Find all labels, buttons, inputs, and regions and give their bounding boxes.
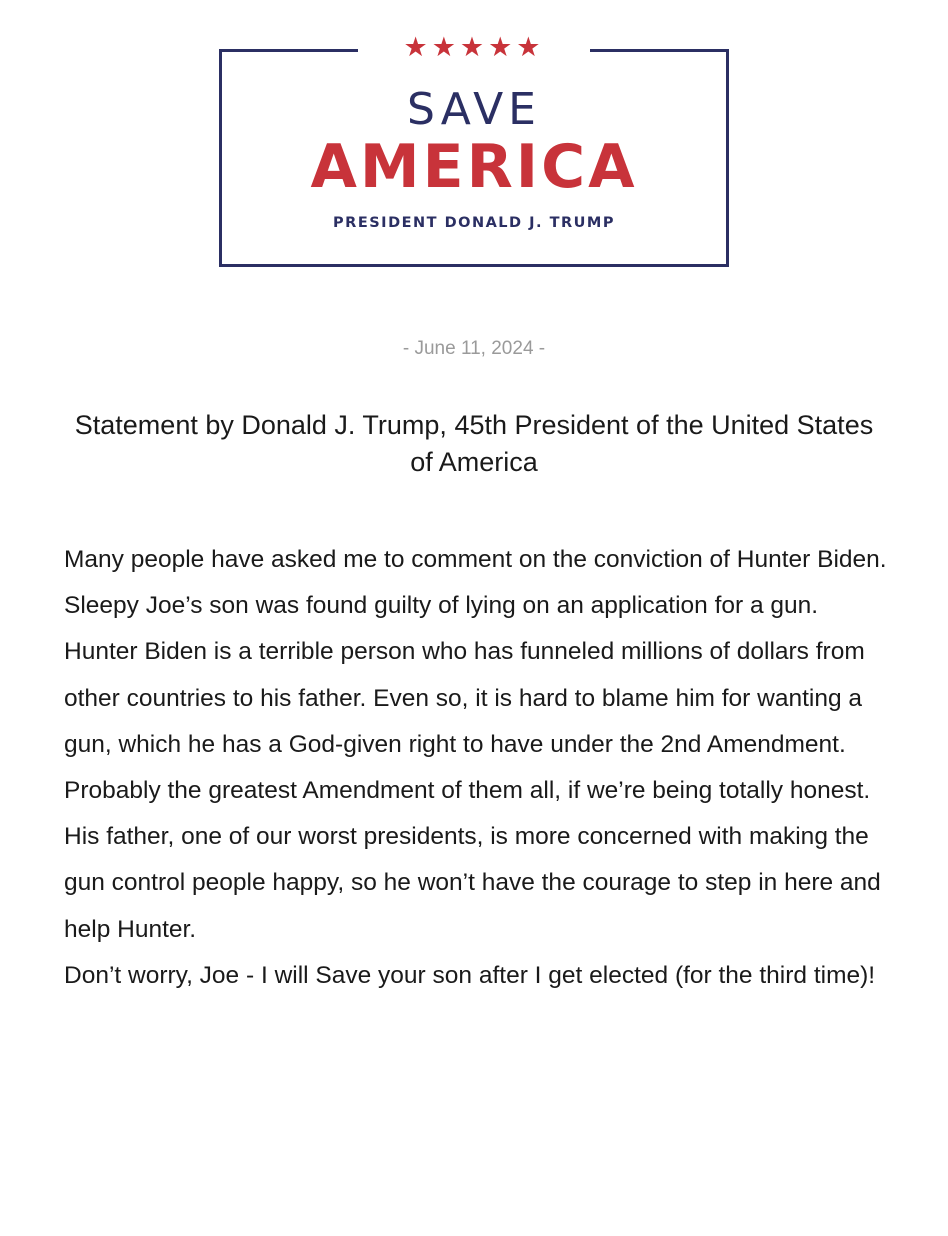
- logo-save-text: SAVE: [407, 84, 541, 135]
- save-america-logo: [219, 32, 729, 267]
- statement-date: - June 11, 2024 -: [402, 338, 546, 359]
- body-paragraph: Many people have asked me to comment on the conviction of Hunter Biden. Sleepy Joe’s son was found guilty of lying on an application for a gun.: [64, 546, 887, 620]
- stars-icon: ★★★★★: [403, 32, 545, 63]
- logo-president-text: PRESIDENT DONALD J. TRUMP: [333, 215, 615, 231]
- body-paragraph: Hunter Biden is a terrible person who has funneled millions of dollars from other countries to his father. Even so, it is hard to blame him for wanting a gun, which he has a God-given right to have under the 2nd Amendment. Probably the greatest Amendment of them all, if we’re being totally honest.: [64, 638, 871, 805]
- body-paragraph: Don’t worry, Joe - I will Save your son after I get elected (for the third time)!: [64, 961, 876, 989]
- statement-headline: Statement by Donald J. Trump, 45th President of the United States of America: [74, 410, 874, 477]
- body-paragraph: His father, one of our worst presidents, is more concerned with making the gun control people happy, so he won’t have the courage to step in here and help Hunter.: [64, 823, 881, 943]
- statement-body: [64, 537, 914, 999]
- logo-america-text: AMERICA: [310, 132, 638, 202]
